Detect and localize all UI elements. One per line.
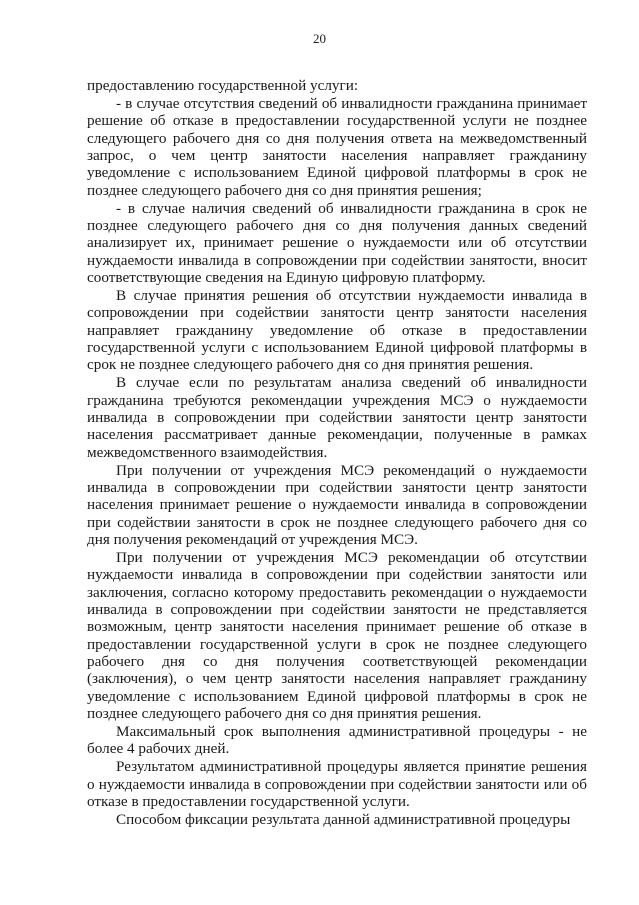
page-number: 20 bbox=[313, 31, 326, 46]
paragraph-mse-recommendations-required: В случае если по результатам анализа сведений об инвалидности гражданина требуются рекомендации учреждения МСЭ о нуждаемости инвалида в сопровождении при содействии занятости центр занятости населения рассматривает данные рекомендации, полученные в рамках межведомственного взаимодействия. bbox=[87, 374, 587, 461]
paragraph-continuation: предоставлению государственной услуги: bbox=[87, 77, 359, 94]
paragraph-mse-no-need-recommendation: При получении от учреждения МСЭ рекомендации об отсутствии нуждаемости инвалида в сопровождении при содействии занятости или заключения, согласно которому предоставить рекомендации о нуждаемости инвалида в сопровождении при содействии занятости не представляется возможным, центр занятости населения принимает решение об отказе в предоставлении государственной услуги в срок не позднее следующего рабочего дня со дня получения соответствующей рекомендации (заключения), о чем центр занятости населения направляет гражданину уведомление с использованием Единой цифровой платформы в срок не позднее следующего рабочего дня со дня принятия решения. bbox=[87, 548, 587, 722]
paragraph-procedure-result: Результатом административной процедуры является принятие решения о нуждаемости инвалида в сопровождении при содействии занятости или об отказе в предоставлении государственной услуги. bbox=[87, 758, 587, 810]
paragraph-mse-need-recommendation: При получении от учреждения МСЭ рекомендаций о нуждаемости инвалида в сопровождении при содействии занятости центр занятости населения принимает решение о нуждаемости инвалида в сопровождении при содействии занятости в срок не позднее следующего рабочего дня со дня получения рекомендаций от учреждения МСЭ. bbox=[87, 461, 587, 548]
paragraph-no-need-decision: В случае принятия решения об отсутствии нуждаемости инвалида в сопровождении при содействии занятости центр занятости населения направляет гражданину уведомление об отказе в предоставлении государственной услуги с использованием Единой цифровой платформы в срок не позднее следующего рабочего дня со дня принятия решения. bbox=[87, 286, 587, 374]
paragraph-bullet-disability-info: - в случае наличия сведений об инвалидности гражданина в срок не позднее следующего рабочего дня со дня получения данных сведений анализирует их, принимает решение о нуждаемости или об отсутствии нуждаемости инвалида в сопровождении при содействии занятости, вносит соответствующие сведения на Единую цифровую платформу. bbox=[87, 199, 587, 286]
paragraph-bullet-no-disability-info: - в случае отсутствия сведений об инвалидности гражданина принимает решение об отказе в предоставлении государственной услуги не позднее следующего рабочего дня со дня получения ответа на межведомственный запрос, о чем центр занятости населения направляет гражданину уведомление с использованием Единой цифровой платформы в срок не позднее следующего рабочего дня со дня принятия решения; bbox=[87, 94, 587, 199]
document-body bbox=[87, 77, 587, 829]
paragraph-max-duration: Максимальный срок выполнения административной процедуры - не более 4 рабочих дней. bbox=[87, 722, 587, 758]
paragraph-fixation-method: Способом фиксации результата данной административной процедуры bbox=[116, 810, 571, 828]
